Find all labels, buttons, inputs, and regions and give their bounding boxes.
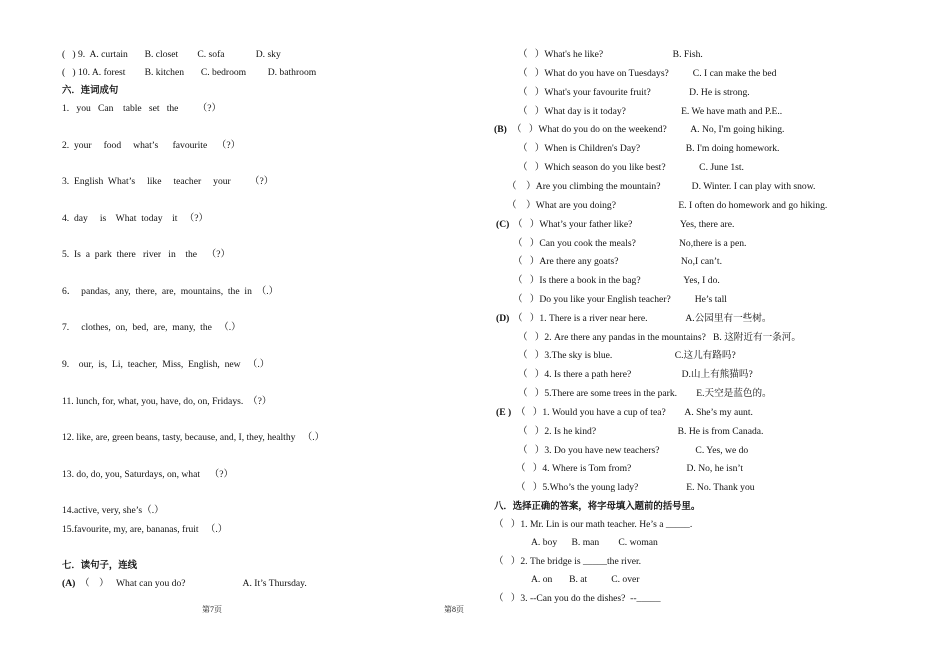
section-6-title: 六．连词成句: [62, 85, 119, 96]
sentence-3: 3. English What’s like teacher your （?）: [62, 176, 274, 187]
sentence-14: 14.active, very, she’s（.）: [62, 505, 164, 516]
match-d-5: （ ）5.There are some trees in the park. E.天空是蓝色的。: [518, 388, 772, 399]
group-b-label: (B): [494, 124, 507, 135]
match-a-2: （ ）What's he like? B. Fish.: [518, 49, 703, 60]
mc-question-1: （ ）1. Mr. Lin is our math teacher. He’s a _____.: [494, 519, 693, 530]
match-e-3: （ ）3. Do you have new teachers? C. Yes, we do: [518, 445, 749, 456]
match-a-4: （ ）What's your favourite fruit? D. He is strong.: [518, 87, 750, 98]
match-a-3: （ ）What do you have on Tuesdays? C. I can make the bed: [518, 68, 777, 79]
match-e-4: （ ）4. Where is Tom from? D. No, he isn’t: [516, 463, 744, 474]
q9: ( ) 9. A. curtain B. closet C. sofa D. sky: [62, 49, 281, 60]
match-c-5: （ ）Do you like your English teacher? He’s tall: [513, 294, 727, 305]
match-c-1: （ ）What’s your father like? Yes, there are.: [513, 219, 735, 230]
mc-question-3: （ ）3. --Can you do the dishes? --_____: [494, 593, 661, 604]
group-d-label: (D): [496, 313, 510, 324]
sentence-9: 9. our, is, Li, teacher, Miss, English, new （.）: [62, 359, 270, 370]
match-e-5: （ ）5.Who’s the young lady? E. No. Thank you: [516, 482, 755, 493]
match-c-2: （ ）Can you cook the meals? No,there is a pen.: [513, 238, 747, 249]
match-a-5: （ ）What day is it today? E. We have math and P.E..: [518, 106, 783, 117]
section-7-title: 七．读句子，连线: [62, 560, 138, 571]
match-b-1: （ ）What do you do on the weekend? A. No, I'm going hiking.: [512, 124, 785, 135]
page-footer-right: 第8页: [444, 605, 464, 614]
sentence-5: 5. Is a park there river in the （?）: [62, 249, 231, 260]
match-e-2: （ ）2. Is he kind? B. He is from Canada.: [518, 426, 764, 437]
mc-options-1: A. boy B. man C. woman: [531, 537, 658, 548]
match-e-1: （ ）1. Would you have a cup of tea? A. She’s my aunt.: [516, 407, 753, 418]
group-a-label: (A): [62, 578, 76, 589]
group-c-label: (C): [496, 219, 510, 230]
page-footer-left: 第7页: [202, 605, 222, 614]
sentence-2: 2. your food what’s favourite （?）: [62, 140, 241, 151]
sentence-7: 7. clothes, on, bed, are, many, the （.）: [62, 322, 241, 333]
match-d-3: （ ）3.The sky is blue. C.这儿有路吗?: [518, 350, 736, 361]
q10: ( ) 10. A. forest B. kitchen C. bedroom D. bathroom: [62, 67, 317, 78]
match-c-4: （ ）Is there a book in the bag? Yes, I do.: [513, 275, 720, 286]
section-8-title: 八．选择正确的答案，将字母填入题前的括号里。: [494, 501, 701, 512]
sentence-4: 4. day is What today it （?）: [62, 213, 209, 224]
match-b-4: （ ）Are you climbing the mountain? D. Winter. I can play with snow.: [507, 181, 816, 192]
sentence-1: 1. you Can table set the （?）: [62, 103, 222, 114]
match-b-3: （ ）Which season do you like best? C. June 1st.: [518, 162, 744, 173]
sentence-6: 6． pandas, any, there, are, mountains, the in （.）: [62, 286, 279, 297]
mc-question-2: （ ）2. The bridge is _____the river.: [494, 556, 642, 567]
match-c-3: （ ）Are there any goats? No,I can’t.: [513, 256, 722, 267]
match-b-5: （ ）What are you doing? E. I often do homework and go hiking.: [507, 200, 828, 211]
match-d-1: （ ）1. There is a river near here. A.公园里有一些树。: [513, 313, 772, 324]
sentence-15: 15.favourite, my, are, bananas, fruit （.）: [62, 524, 228, 535]
sentence-13: 13. do, do, you, Saturdays, on, what （?）: [62, 469, 234, 480]
mc-options-2: A. on B. at C. over: [531, 574, 640, 585]
match-d-2: （ ）2. Are there any pandas in the mountains? B. 这附近有一条河。: [518, 332, 801, 343]
group-e-label: (E ): [496, 407, 512, 418]
match-d-4: （ ）4. Is there a path here? D.山上有熊猫吗?: [518, 369, 753, 380]
sentence-11: 11. lunch, for, what, you, have, do, on, Fridays. （?）: [62, 396, 272, 407]
sentence-12: 12. like, are, green beans, tasty, because, and, I, they, healthy （.）: [62, 432, 325, 443]
match-b-2: （ ）When is Children's Day? B. I'm doing homework.: [518, 143, 780, 154]
match-a-1: （ ） What can you do? A. It’s Thursday.: [80, 578, 307, 589]
